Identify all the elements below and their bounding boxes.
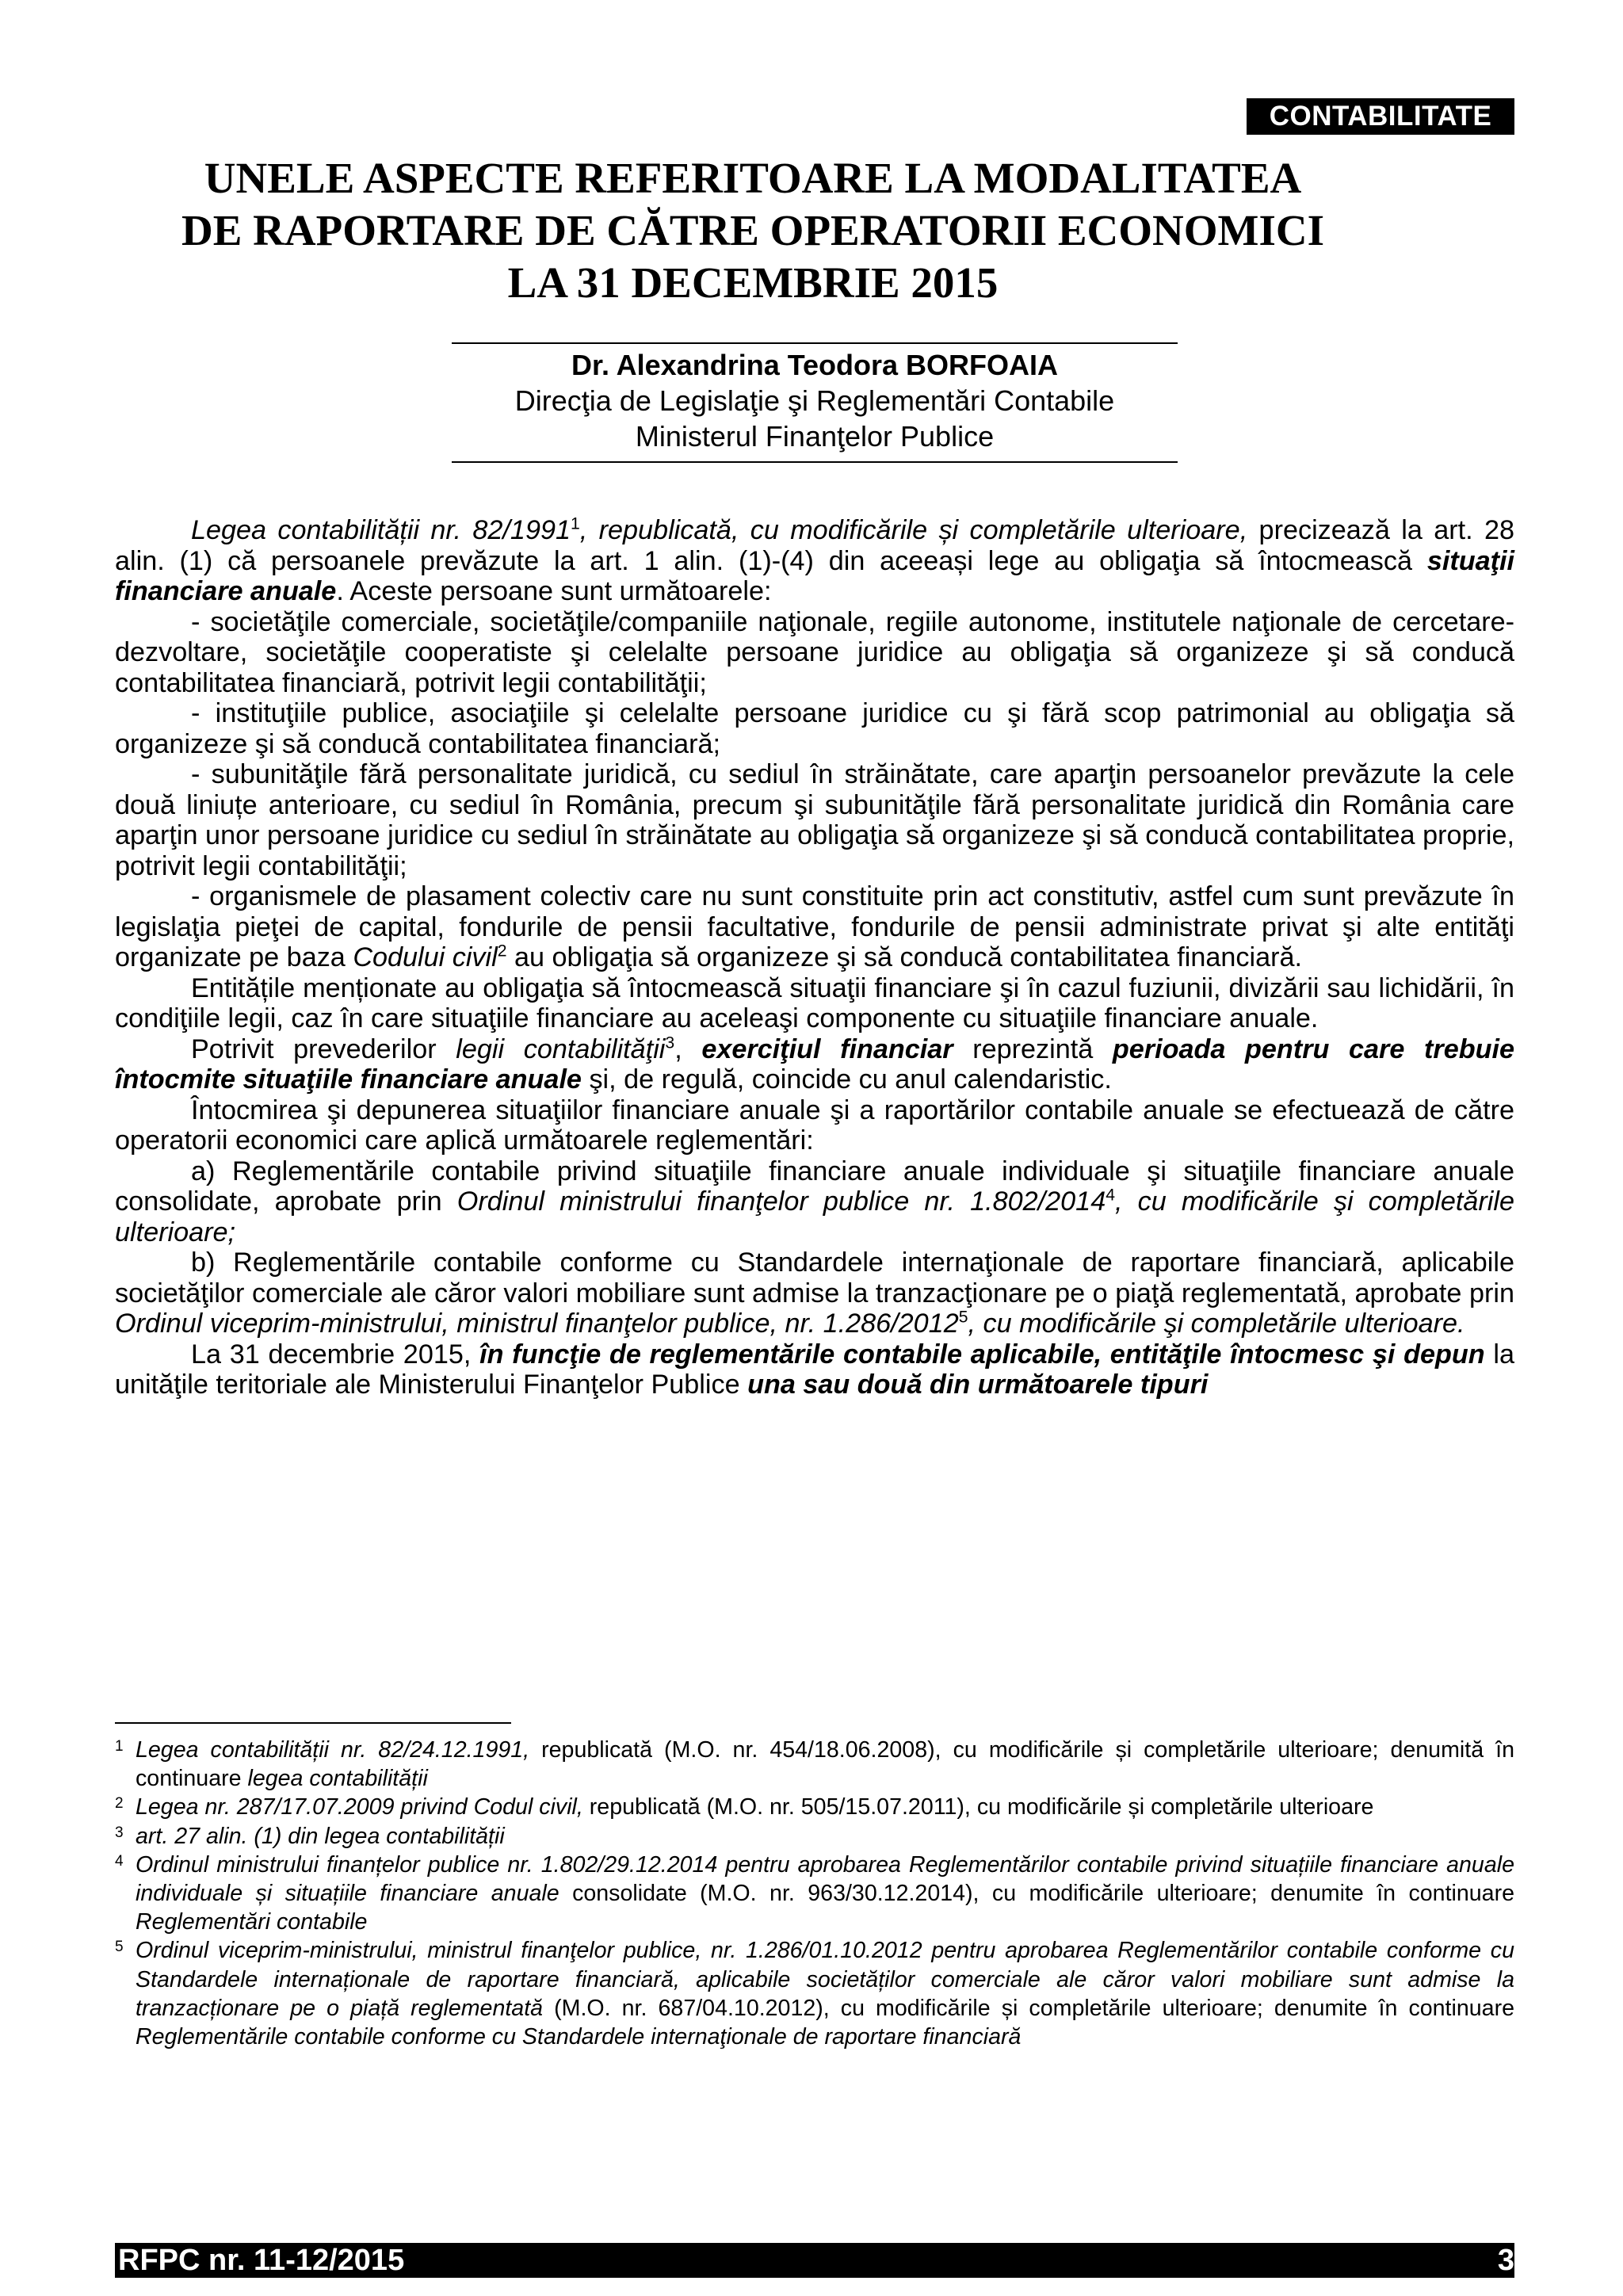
page-number: 3 bbox=[1497, 2244, 1514, 2277]
paragraph: - societăţile comerciale, societăţile/companiile naţionale, regiile autonome, institutele naţionale de cercetare-dezvoltare, societăţile cooperatiste şi celelalte persoane juridice au obligaţia să organizeze şi să conducă contabilitatea financiară, potrivit legii contabilităţii; bbox=[115, 606, 1514, 698]
paragraph: Entitățile menționate au obligaţia să întocmească situaţii financiare şi în cazul fuziunii, divizării sau lichidării, în condiţiile legii, caz în care situaţiile financiare au aceleaşi componente cu situaţiile financiare anuale. bbox=[115, 972, 1514, 1033]
paragraph: b) Reglementările contabile conforme cu Standardele internaţionale de raportare financiară, aplicabile societăţilor comerciale ale căror valori mobiliare sunt admise la tranzacţionare pe o piaţă reglementată, aprobate prin Ordinul viceprim-ministrului, ministrul finanţelor publice, nr. 1.286/2012$^5$, cu modificările şi completările ulterioare. bbox=[115, 1247, 1514, 1339]
footnotes bbox=[115, 1736, 1514, 2051]
footnote: 2 Legea nr. 287/17.07.2009 privind Codul civil, republicată (M.O. nr. 505/15.07.2011), cu modificările și completările ulterioare bbox=[115, 1794, 1374, 1820]
title-line-2: DE RAPORTARE DE CĂTRE OPERATORII ECONOMICI bbox=[181, 206, 1324, 254]
footnote: 5 Ordinul viceprim-ministrului, ministrul finanţelor publice, nr. 1.286/01.10.2012 pentru aprobarea Reglementărilor contabile conforme cu Standardele internaționale de raportare financiară, aplicabile societăților comerciale ale căror valori mobiliare sunt admise la tranzacționare pe o piață reglementată (M.O. nr. 687/04.10.2012), cu modificările și completările ulterioare; denumite în continuare Reglementările contabile conforme cu Standardele internaţionale de raportare financiară bbox=[115, 1938, 1514, 2050]
author-name: Dr. Alexandrina Teodora BORFOAIA bbox=[571, 349, 1059, 381]
paragraph: Legea contabilității nr. 82/1991$^1$, republicată, cu modificările și completările ulterioare, precizează la art. 28 alin. (1) că persoanele prevăzute la art. 1 alin. (1)-(4) din aceeași lege au obligaţia să întocmească situaţii financiare anuale. Aceste persoane sunt următoarele: bbox=[115, 514, 1514, 606]
paragraph: a) Reglementările contabile privind situaţiile financiare anuale individuale şi situaţiile financiare anuale consolidate, aprobate prin Ordinul ministrului finanţelor publice nr. 1.802/2014$^4$, cu modificările şi completările ulterioare; bbox=[115, 1156, 1514, 1247]
author-top-rule bbox=[452, 342, 1178, 344]
paragraph: - instituţiile publice, asociaţiile şi celelalte persoane juridice cu şi fără scop patrimonial au obligaţia să organizeze şi să conducă contabilitatea financiară; bbox=[115, 698, 1514, 759]
article-body bbox=[115, 515, 1514, 1400]
footnote-separator bbox=[115, 1722, 511, 1724]
journal-issue: RFPC nr. 11-12/2015 bbox=[118, 2244, 405, 2277]
paragraph: La 31 decembrie 2015, în funcţie de reglementările contabile aplicabile, entităţile întocmesc şi depun la unităţile teritoriale ale Ministerului Finanţelor Publice una sau două din următoarele tipuri bbox=[115, 1339, 1514, 1400]
section-tag: CONTABILITATE bbox=[1247, 98, 1514, 135]
paragraph: Potrivit prevederilor legii contabilităţii$^3$, exerciţiul financiar reprezintă perioada pentru care trebuie întocmite situaţiile financiare anuale şi, de regulă, coincide cu anul calendaristic. bbox=[115, 1033, 1514, 1095]
author-bottom-rule bbox=[452, 461, 1178, 463]
footnote: 1 Legea contabilității nr. 82/24.12.1991, republicată (M.O. nr. 454/18.06.2008), cu modificările și completările ulterioare; denumită în continuare legea contabilității bbox=[115, 1737, 1514, 1792]
footnote: 3 art. 27 alin. (1) din legea contabilității bbox=[115, 1823, 505, 1849]
author-block bbox=[452, 347, 1178, 454]
author-ministry: Ministerul Finanţelor Publice bbox=[635, 420, 995, 453]
article-title bbox=[119, 152, 1387, 309]
footnote: 4 Ordinul ministrului finanțelor publice nr. 1.802/29.12.2014 pentru aprobarea Reglementărilor contabile privind situațiile financiare anuale individuale și situațiile financiare anuale consolidate (M.O. nr. 963/30.12.2014), cu modificările ulterioare; denumite în continuare Reglementări contabile bbox=[115, 1851, 1515, 1935]
paragraph: Întocmirea şi depunerea situaţiilor financiare anuale şi a raportărilor contabile anuale se efectuează de către operatorii economici care aplică următoarele reglementări: bbox=[115, 1095, 1514, 1156]
paragraph: - subunităţile fără personalitate juridică, cu sediul în străinătate, care aparţin persoanelor prevăzute la cele două liniuțe anterioare, cu sediul în România, precum şi subunităţile fără personalitate juridică din România care aparţin unor persoane juridice cu sediul în străinătate au obligaţia să organizeze şi să conducă contabilitatea proprie, potrivit legii contabilităţii; bbox=[115, 759, 1514, 881]
footer-bar bbox=[115, 2243, 1514, 2278]
title-line-3: LA 31 DECEMBRIE 2015 bbox=[507, 258, 999, 307]
author-department: Direcţia de Legislaţie şi Reglementări Contabile bbox=[514, 384, 1115, 417]
title-line-1: UNELE ASPECTE REFERITOARE LA MODALITATEA bbox=[204, 154, 1302, 202]
paragraph: - organismele de plasament colectiv care nu sunt constituite prin act constitutiv, astfel cum sunt prevăzute în legislaţia pieţei de capital, fondurile de pensii facultative, fondurile de pensii administrate privat şi alte entităţi organizate pe baza Codului civil$^2$ au obligaţia să organizeze şi să conducă contabilitatea financiară. bbox=[115, 881, 1514, 972]
